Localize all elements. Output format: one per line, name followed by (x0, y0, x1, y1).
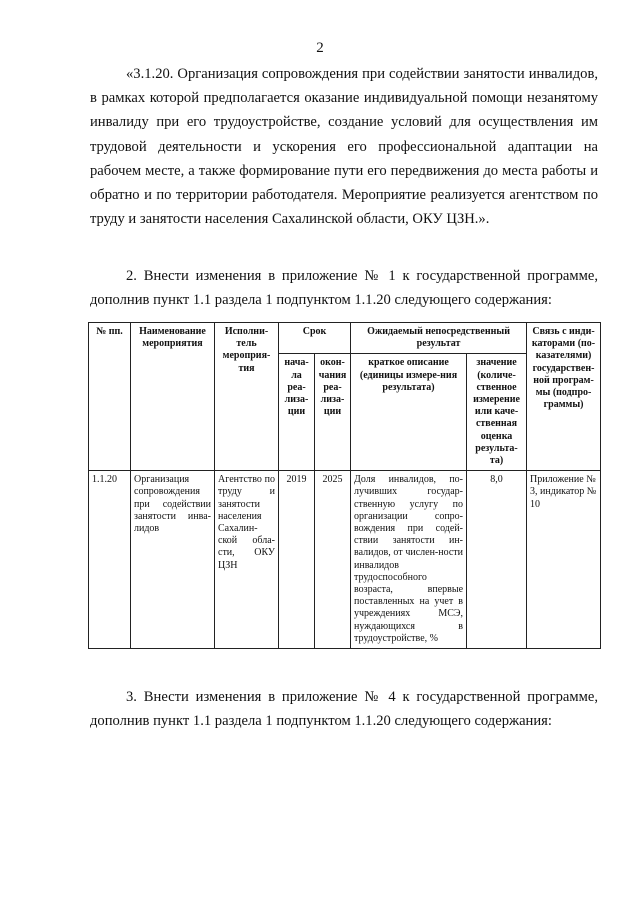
header-result-desc: краткое описание (единицы измере-ния результата) (351, 354, 467, 471)
page-number: 2 (316, 40, 324, 56)
cell-start: 2019 (279, 471, 315, 649)
cell-link: Приложение № 3, индикатор № 10 (527, 471, 601, 649)
header-result: Ожидаемый непосредственный результат (351, 323, 527, 354)
header-link: Связь с инди-каторами (по-казателями) государствен-ной програм-мы (подпро-граммы) (527, 323, 601, 471)
header-result-value: значение (количе-ственное измерение или каче-ственная оценка результа-та) (467, 354, 527, 471)
program-table (88, 322, 601, 649)
cell-end: 2025 (315, 471, 351, 649)
header-num: № пп. (89, 323, 131, 471)
cell-desc: Доля инвалидов, по-лучивших государ-ственную услугу по организации сопро-вождения при содей-ствии занятости ин-валидов, от числен-ности инвалидов трудоспособного возраста, впервые поставленных на учет в учреждениях МСЭ, нуждающихся в трудоустройстве, % (351, 471, 467, 649)
paragraph-item-3: 3. Внести изменения в приложение № 4 к государственной программе, дополнив пункт 1.1 раздела 1 подпунктом 1.1.20 следующего содержания: (90, 689, 598, 730)
cell-name: Организация сопровождения при содействии занятости инва-лидов (131, 471, 215, 649)
header-executor: Исполни-тель мероприя-тия (215, 323, 279, 471)
paragraph-3-1-20: «3.1.20. Организация сопровождения при содействии занятости инвалидов, в рамках которой предполагается оказание индивидуальной помощи незанятому инвалиду при его трудоустройстве, создание условий для осуществления им трудовой деятельности и ускорения его профессиональной адаптации на рабочем месте, а также формирование пути его передвижения до места работы и обратно и по территории работодателя. Мероприятие реализуется агентством по труду и занятости населения Сахалинской области, ОКУ ЦЗН.». (90, 66, 598, 228)
table-row (89, 471, 601, 649)
cell-executor: Агентство по труду и занятости населения Сахалин-ской обла-сти, ОКУ ЦЗН (215, 471, 279, 649)
header-term-end: окон-чания реа-лиза-ции (315, 354, 351, 471)
header-term: Срок (279, 323, 351, 354)
cell-num: 1.1.20 (89, 471, 131, 649)
cell-value: 8,0 (467, 471, 527, 649)
header-name: Наименование мероприятия (131, 323, 215, 471)
paragraph-item-2: 2. Внести изменения в приложение № 1 к государственной программе, дополнив пункт 1.1 раздела 1 подпунктом 1.1.20 следующего содержания: (90, 268, 598, 309)
header-term-start: нача-ла реа-лиза-ции (279, 354, 315, 471)
